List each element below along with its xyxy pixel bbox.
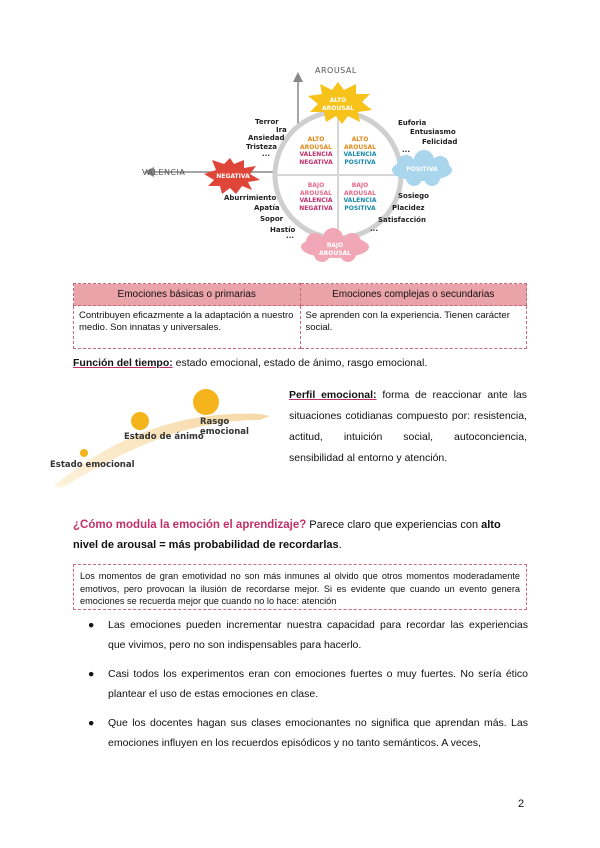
emotion-tristeza: Tristeza — [246, 143, 277, 151]
list-item — [88, 664, 528, 704]
table-header: Emociones básicas o primarias — [74, 284, 301, 306]
table-cell: Contribuyen eficazmente a la adaptación a nuestro medio. Son innatas y universales. — [74, 306, 301, 349]
arousal-valence-diagram — [130, 62, 470, 262]
emotion-aburrimiento: Aburrimiento — [224, 194, 277, 202]
emotion-ellipsis: ... — [402, 146, 410, 154]
question-text: Parece claro que experiencias con — [306, 519, 482, 531]
quadrant-word: ALTO — [351, 136, 369, 143]
emotion-euforia: Euforia — [398, 119, 427, 127]
quadrant-word: AROUSAL — [343, 189, 377, 197]
emotion-sosiego: Sosiego — [398, 192, 429, 200]
emotion-felicidad: Felicidad — [422, 138, 458, 146]
emotion-sopor: Sopor — [260, 215, 284, 223]
emotion-ira: Ira — [276, 126, 287, 134]
list-item-text: Casi todos los experimentos eran con emociones fuertes o muy fuertes. No sería ético plantear el uso de estas emociones en clase. — [108, 668, 528, 700]
list-item-text: Las emociones pueden incrementar nuestra capacidad para recordar las experiencias que vivimos, pero no son indispensables para hacerlo. — [108, 619, 528, 651]
quadrant-word: NEGATIVA — [299, 158, 333, 166]
quadrant-top-left — [296, 136, 336, 166]
timeline-dot-medium — [131, 412, 149, 430]
quadrant-word: ALTO — [307, 136, 325, 143]
bullet-icon: ● — [88, 717, 95, 729]
bullet-icon: ● — [88, 619, 95, 631]
emotions-table — [73, 283, 527, 349]
emotion-satisfaccion: Satisfacción — [378, 216, 426, 224]
timeline-label-estado-emocional: Estado emocional — [50, 460, 135, 470]
timeline-dot-small — [80, 449, 88, 457]
question-title: ¿Cómo modula la emoción el aprendizaje? — [73, 519, 307, 531]
table-header-row — [74, 284, 527, 306]
emotion-ellipsis: ... — [370, 225, 378, 233]
bajo-arousal-cloud-label: BAJO AROUSAL — [318, 242, 352, 257]
emotion-ellipsis: ... — [262, 150, 270, 158]
funcion-label: Función del tiempo: — [73, 357, 173, 369]
emotion-apatia: Apatía — [254, 204, 280, 212]
quadrant-bottom-left — [296, 182, 336, 212]
perfil-label: Perfil emocional: — [289, 389, 377, 401]
list-item — [88, 713, 528, 753]
quadrant-word: POSITIVA — [344, 158, 376, 166]
bullet-icon: ● — [88, 668, 95, 680]
emotion-hastio: Hastío — [270, 226, 296, 234]
valencia-axis-label: VALENCIA — [142, 168, 186, 177]
question-end: . — [338, 539, 342, 551]
emotion-ansiedad: Ansiedad — [248, 134, 285, 142]
alto-arousal-burst-label: ALTO AROUSAL — [321, 97, 355, 112]
quadrant-word: VALENCIA — [343, 151, 377, 158]
funcion-text: estado emocional, estado de ánimo, rasgo emocional. — [172, 357, 428, 369]
bullet-list — [88, 615, 528, 762]
table-header: Emociones complejas o secundarias — [300, 284, 527, 306]
quadrant-word: AROUSAL — [343, 143, 377, 151]
quadrant-word: NEGATIVA — [299, 204, 333, 212]
negativa-burst-label: NEGATIVA — [216, 173, 250, 180]
quadrant-word: VALENCIA — [299, 197, 333, 204]
arousal-arrowhead — [293, 72, 303, 82]
arousal-axis-label: AROUSAL — [315, 66, 357, 75]
quote-box: Los momentos de gran emotividad no son más inmunes al olvido que otros momentos moderadamente emotivos, pero provocan la ilusión de recordarse mejor. Si es evidente que cuando un evento genera emociones se recuerda mejor que cuando no lo hace: atención — [73, 564, 527, 610]
perfil-paragraph — [289, 385, 527, 469]
quadrant-bottom-right — [340, 182, 380, 212]
list-item-text: Que los docentes hagan sus clases emocionantes no significa que aprendan más. Las emociones influyen en los recuerdos episódicos y no tanto semánticos. A veces, — [108, 717, 528, 749]
quadrant-word: AROUSAL — [299, 143, 333, 151]
table-cell: Se aprenden con la experiencia. Tienen carácter social. — [300, 306, 527, 349]
emotion-placidez: Placidez — [392, 204, 425, 212]
positiva-cloud-label: POSITIVA — [406, 166, 438, 173]
quadrant-word: POSITIVA — [344, 204, 376, 212]
emotion-entusiasmo: Entusiasmo — [410, 128, 456, 136]
timeline-graphic — [48, 380, 278, 490]
emotion-ellipsis: ... — [286, 232, 294, 240]
quadrant-word: AROUSAL — [299, 189, 333, 197]
quadrant-top-right — [340, 136, 380, 166]
quadrant-word: VALENCIA — [299, 151, 333, 158]
page-number: 2 — [518, 798, 525, 810]
timeline-label-estado-animo: Estado de ánimo — [124, 432, 204, 442]
question-bold: alto nivel de arousal = más probabilidad de recordarlas — [73, 519, 501, 551]
quadrant-word: BAJO — [307, 182, 325, 189]
table-row — [74, 306, 527, 349]
emotion-terror: Terror — [255, 118, 279, 126]
perfil-text: forma de reaccionar ante las situaciones cotidianas compuesto por: resistencia, actitud, intuición social, autoconciencia, sensibilidad al entorno y atención. — [289, 389, 527, 464]
list-item — [88, 615, 528, 655]
question-paragraph — [73, 515, 528, 555]
funcion-paragraph — [73, 354, 533, 374]
timeline-label-rasgo-emocional: Rasgo emocional — [200, 417, 249, 437]
quadrant-word: VALENCIA — [343, 197, 377, 204]
timeline-dot-large — [193, 389, 219, 415]
quadrant-word: BAJO — [351, 182, 369, 189]
